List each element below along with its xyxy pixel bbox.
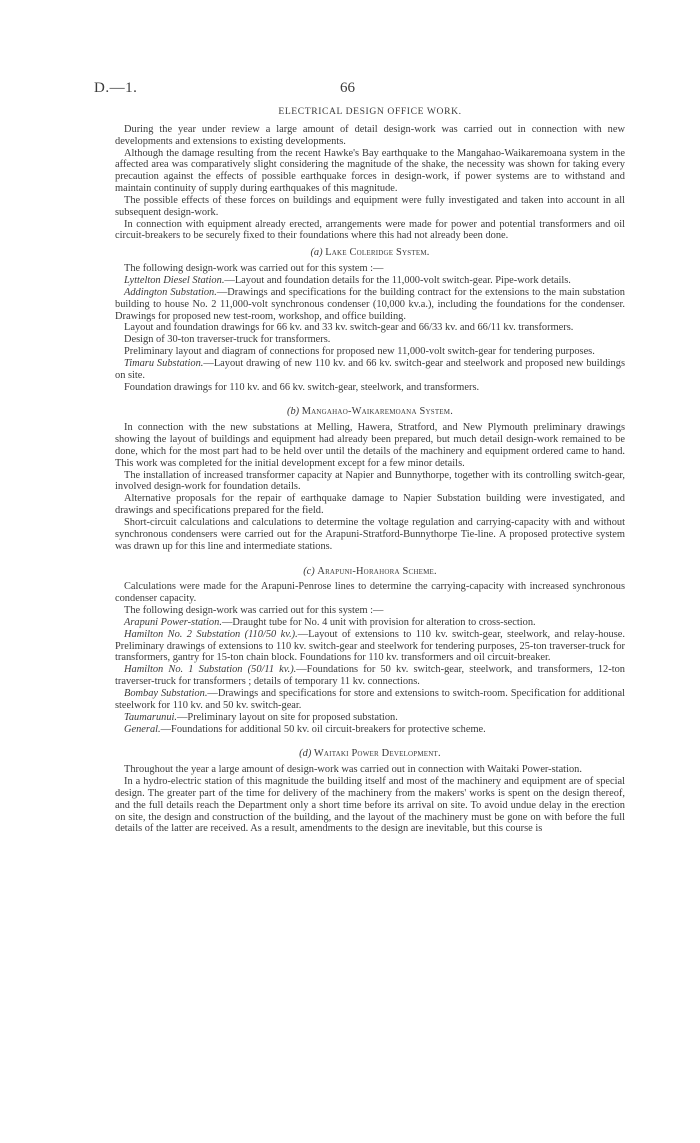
paragraph: Preliminary layout and diagram of connections for proposed new 11,000-volt switch-gear for tendering purposes. <box>124 346 595 358</box>
item-text: —Draught tube for No. 4 unit with provision for alteration to cross-section. <box>221 616 536 628</box>
item-lead: Arapuni Power-station. <box>124 616 222 628</box>
item-lead: Hamilton No. 2 Substation (110/50 kv.). <box>124 628 298 640</box>
paragraph: In a hydro-electric station of this magnitude the building itself and most of the machinery and equipment are of special design. The greater part of the time for delivery of the machinery from the makers' works is spent on the design thereof, and the full details reach the Department only a short time before its arrival on site. To avoid undue delay in the erection on site, the design and construction of the building, and the layout of the machinery must be gone on with before the full details of the latter are received. As a result, amendments to the design are inevitable, but this course is <box>115 776 625 835</box>
section-letter: (d) <box>299 748 312 760</box>
item-text: —Layout of extensions to 110 kv. switch-gear, steelwork, and relay-house. Preliminary drawings of extensions to 110 kv. switch-gear and steelwork for tendering purposes, 25-ton traverser-truck for transformers, gantry for 15-ton chain block. Foundations for 110 kv. transformers and oil circuit-breaker. <box>115 628 626 664</box>
section-letter: (b) <box>286 406 300 418</box>
section-name: Lake Coleridge System. <box>325 247 430 259</box>
section-letter: (c) <box>303 565 315 577</box>
paragraph: In connection with the new substations at Melling, Hawera, Stratford, and New Plymouth preliminary drawings showing the layout of buildings and equipment had already been prepared, but much detail design-work remained to be done, which for the most part had to be held over until the details of the machinery and equipment ordered came to hand. This work was completed for the initial development except for a few minor details. <box>115 422 625 469</box>
paragraph: The following design-work was carried out for this system :— <box>124 263 384 275</box>
page-number: 66 <box>340 80 355 96</box>
document-body <box>115 106 625 835</box>
section-name: Waitaki Power Development. <box>313 748 441 760</box>
paragraph: Foundation drawings for 110 kv. and 66 kv. switch-gear, steelwork, and transformers. <box>124 381 480 393</box>
paragraph <box>115 664 625 688</box>
paragraph <box>115 724 625 736</box>
document-reference: D.—1. <box>94 80 138 96</box>
item-lead: Addington Substation. <box>124 286 217 298</box>
paragraph: Although the damage resulting from the recent Hawke's Bay earthquake to the Mangahao-Waikaremoana system in the affected area was comparatively slight considering the magnitude of the shake, the necessity was shown for taking every precaution against the effects of possible earthquake forces in design-work, if power systems are to withstand and maintain continuity of supply during earthquakes of this magnitude. <box>115 147 625 195</box>
item-text: —Preliminary layout on site for proposed substation. <box>177 711 398 723</box>
item-text: —Foundations for additional 50 kv. oil circuit-breakers for protective scheme. <box>160 723 486 735</box>
paragraph <box>115 629 625 665</box>
section-heading-arapuni-horahora <box>115 566 625 578</box>
paragraph: The possible effects of these forces on buildings and equipment were fully investigated and taken into account in all subsequent design-work. <box>115 194 625 218</box>
item-text: —Layout and foundation details for the 11,000-volt switch-gear. Pipe-work details. <box>224 274 571 286</box>
item-text: —Layout drawing of new 110 kv. and 66 kv. switch-gear and steelwork and proposed new buildings on site. <box>115 357 625 381</box>
paragraph: Layout and foundation drawings for 66 kv. and 33 kv. switch-gear and 66/33 kv. and 66/11 kv. transformers. <box>124 322 574 334</box>
item-text: —Drawings and specifications for store and extensions to switch-room. Specification for additional steelwork for 110 kv. and 50 kv. switch-gear. <box>115 687 625 711</box>
section-name: Arapuni-Horahora Scheme. <box>317 565 437 577</box>
item-text: —Drawings and specifications for the building contract for the extensions to the main substation building to house No. 2 11,000-volt synchronous condenser (10,000 kv.a.), including the foundations for the condenser. Drawings for proposed new test-room, workshop, and office building. <box>115 286 625 322</box>
item-lead: Timaru Substation. <box>124 357 204 369</box>
item-text: —Foundations for 50 kv. switch-gear, steelwork, and transformers, 12-ton traverser-truck for transformers ; details of temporary 11 kv. connections. <box>115 664 625 688</box>
section-letter: (a) <box>310 247 323 259</box>
item-lead: Taumarunui. <box>124 711 178 723</box>
paragraph: In connection with equipment already erected, arrangements were made for power and potential transformers and oil circuit-breakers to be securely fixed to their foundations where this had not already been done. <box>115 218 625 242</box>
section-heading-mangahao-waikaremoana <box>115 406 625 418</box>
item-lead: Hamilton No. 1 Substation (50/11 kv.). <box>124 664 297 676</box>
item-lead: General. <box>124 723 161 735</box>
paragraph <box>115 617 625 629</box>
item-lead: Bombay Substation. <box>124 687 208 699</box>
paragraph: During the year under review a large amount of detail design-work was carried out in connection with new developments and extensions to existing developments. <box>115 123 625 147</box>
paragraph <box>115 287 625 323</box>
paragraph <box>115 688 625 712</box>
paragraph: Short-circuit calculations and calculations to determine the voltage regulation and carrying-capacity with and without synchronous condensers were carried out for the Arapuni-Stratford-Bunnythorpe Tie-line. A proposed protective system was drawn up for this line and intermediate stations. <box>115 517 625 552</box>
paragraph <box>115 358 625 382</box>
section-heading-lake-coleridge <box>115 247 625 259</box>
paragraph: Calculations were made for the Arapuni-Penrose lines to determine the carrying-capacity with increased synchronous condenser capacity. <box>115 581 625 605</box>
section-heading-waitaki <box>115 748 625 760</box>
item-lead: Lyttelton Diesel Station. <box>124 274 225 286</box>
paragraph: Throughout the year a large amount of design-work was carried out in connection with Waitaki Power-station. <box>124 764 582 776</box>
paragraph <box>115 275 625 287</box>
section-name: Mangahao-Waikaremoana System. <box>301 406 453 418</box>
paragraph: The following design-work was carried out for this system :— <box>124 605 384 617</box>
paragraph <box>115 712 625 724</box>
paragraph: The installation of increased transformer capacity at Napier and Bunnythorpe, together with its controlling switch-gear, involved design-work for foundation details. <box>115 469 625 493</box>
paragraph: Design of 30-ton traverser-truck for transformers. <box>124 334 331 346</box>
paragraph: Alternative proposals for the repair of earthquake damage to Napier Substation building were investigated, and drawings and specifications prepared for the field. <box>115 493 625 517</box>
page-title: ELECTRICAL DESIGN OFFICE WORK. <box>278 106 462 117</box>
